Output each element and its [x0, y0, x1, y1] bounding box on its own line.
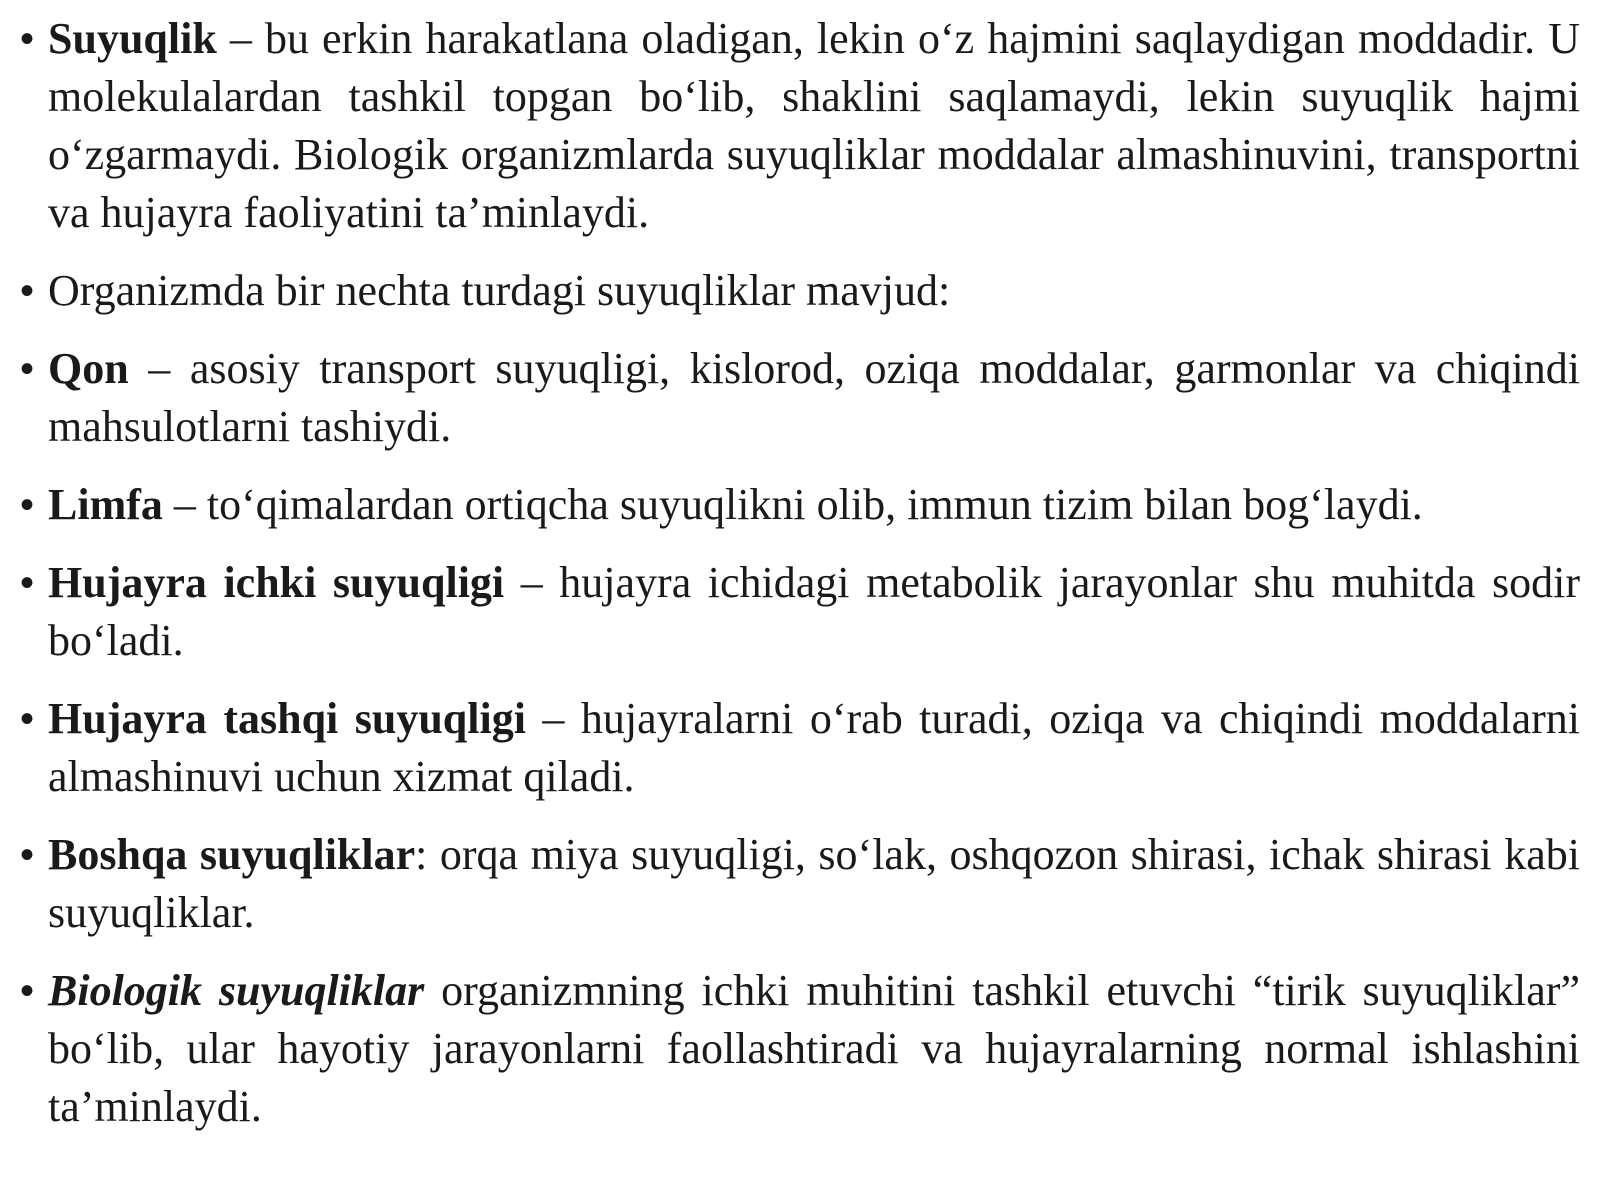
- bullet-suyuqlik: [20, 10, 1580, 242]
- bullet-limfa: [20, 476, 1580, 534]
- term-qon: Qon: [48, 344, 129, 393]
- bullet-marker: •: [20, 269, 35, 313]
- bullet-marker: •: [20, 561, 35, 605]
- bullet-marker: •: [20, 697, 35, 741]
- bullet-qon: [20, 340, 1580, 456]
- bullet-text: – asosiy transport suyuqligi, kislorod, oziqa moddalar, garmonlar va chiqindi mahsulotlarni tashiydi.: [48, 344, 1580, 451]
- bullet-text: – bu erkin harakatlana oladigan, lekin o‘z hajmini saqlaydigan moddadir. U molekulalardan tashkil topgan bo‘lib, shaklini saqlamaydi, lekin suyuqlik hajmi o‘zgarmaydi. Biologik organizmlarda suyuqliklar moddalar almashinuvini, transportni va hujayra faoliyatini ta’minlaydi.: [48, 14, 1580, 237]
- term-suyuqlik: Suyuqlik: [48, 14, 217, 63]
- bullet-hujayra-ichki: [20, 554, 1580, 670]
- bullet-text: Organizmda bir nechta turdagi suyuqliklar mavjud:: [48, 266, 951, 315]
- bullet-marker: •: [20, 483, 35, 527]
- bullet-text: – to‘qimalardan ortiqcha suyuqlikni olib, immun tizim bilan bog‘laydi.: [162, 480, 1423, 529]
- bullet-intro-types: [20, 262, 1580, 320]
- bullet-text: – hujayra ichidagi metabolik jarayonlar shu muhitda sodir bo‘ladi.: [48, 558, 1580, 665]
- bullet-hujayra-tashqi: [20, 690, 1580, 806]
- bullet-text: : orqa miya suyuqligi, so‘lak, oshqozon shirasi, ichak shirasi kabi suyuqliklar.: [48, 830, 1581, 937]
- term-hujayra-tashqi: Hujayra tashqi suyuqligi: [48, 694, 526, 743]
- term-boshqa: Boshqa suyuqliklar: [48, 830, 416, 879]
- bullet-text: organizmning ichki muhitini tashkil etuvchi “tirik suyuqliklar” bo‘lib, ular hayotiy jarayonlarni faollashtiradi va hujayralarning normal ishlashini ta’minlaydi.: [48, 966, 1580, 1131]
- bullet-list: [20, 10, 1580, 1156]
- bullet-marker: •: [20, 969, 35, 1013]
- bullet-marker: •: [20, 347, 35, 391]
- bullet-biologik: [20, 962, 1580, 1136]
- bullet-text: – hujayralarni o‘rab turadi, oziqa va chiqindi moddalarni almashinuvi uchun xizmat qiladi.: [48, 694, 1580, 801]
- bullet-marker: •: [20, 17, 35, 61]
- term-hujayra-ichki: Hujayra ichki suyuqligi: [48, 558, 505, 607]
- term-limfa: Limfa: [48, 480, 163, 529]
- bullet-marker: •: [20, 833, 35, 877]
- term-biologik: Biologik suyuqliklar: [48, 966, 425, 1015]
- bullet-boshqa: [20, 826, 1580, 942]
